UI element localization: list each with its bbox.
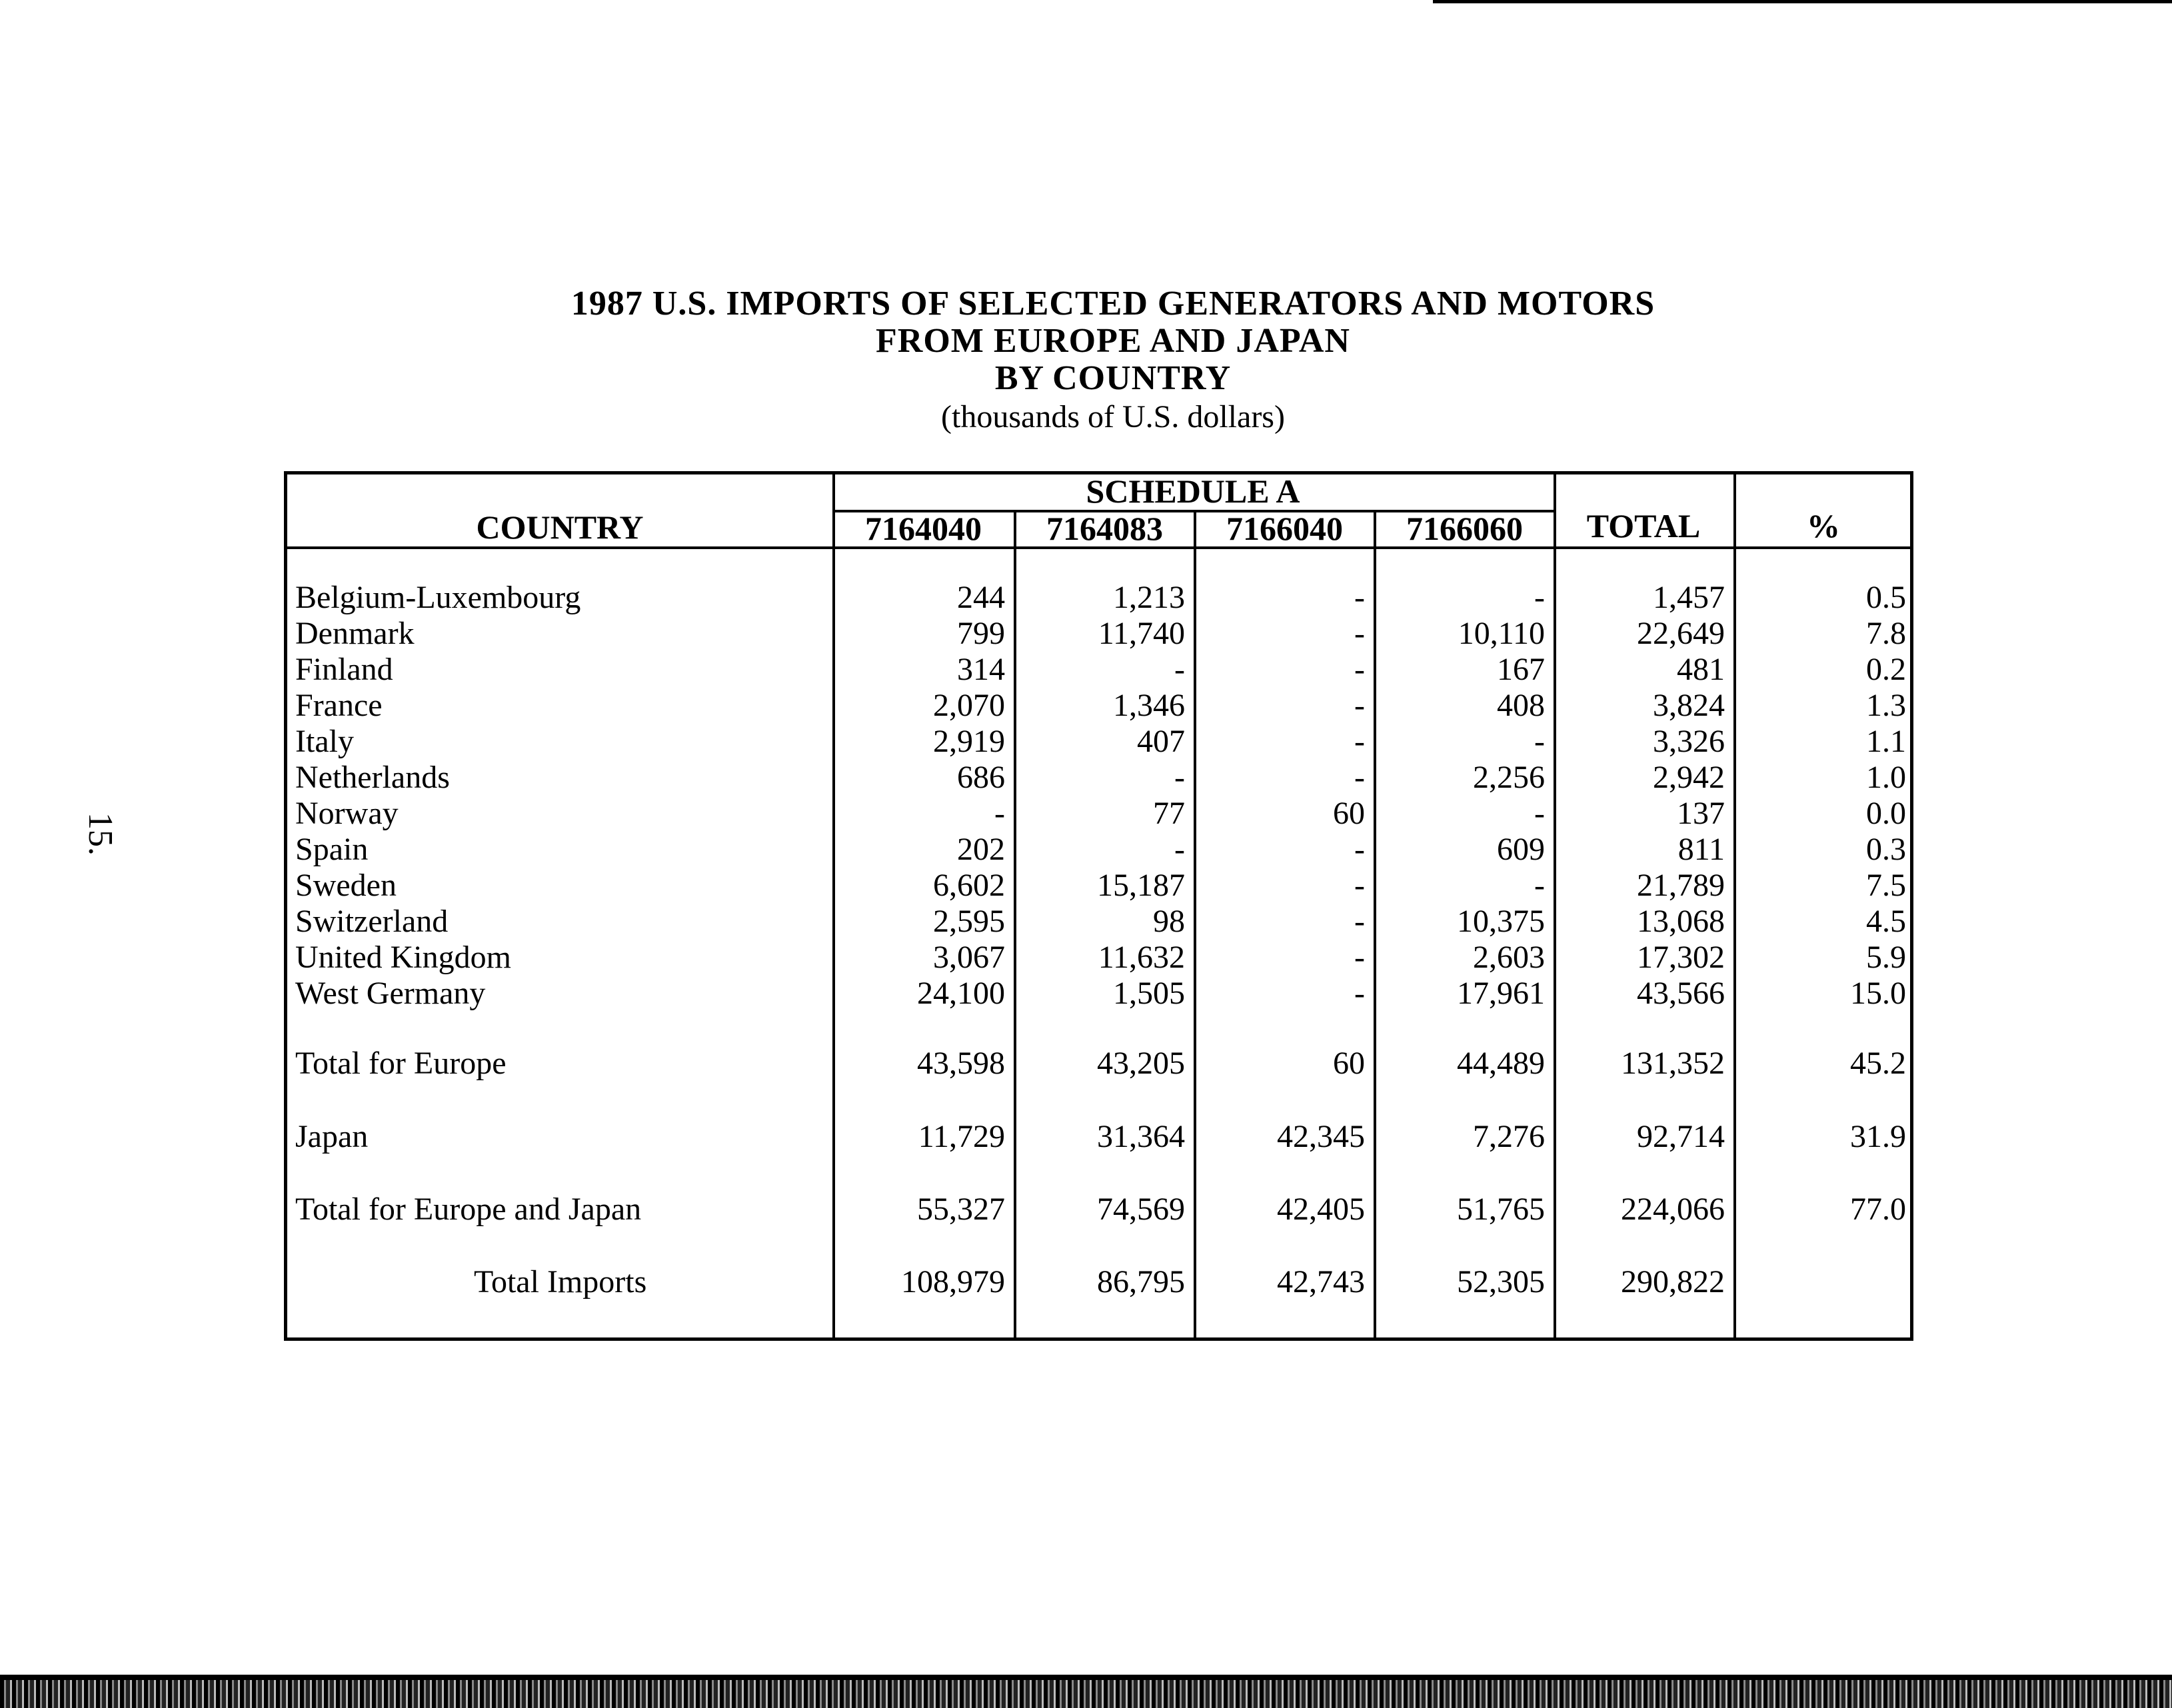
total-cell: 43,566: [1637, 976, 1725, 1011]
value-cell: 108,979: [901, 1264, 1005, 1299]
country-cell: Total Imports: [474, 1264, 647, 1299]
total-header: TOTAL: [1586, 507, 1701, 544]
percent-cell: 1.3: [1866, 688, 1906, 723]
value-cell: 2,603: [1473, 940, 1545, 975]
code-header: 7164083: [1046, 510, 1163, 547]
total-cell: 21,789: [1637, 868, 1725, 903]
value-cell: 2,070: [933, 688, 1005, 723]
value-cell: -: [1354, 904, 1365, 939]
percent-cell: 0.0: [1866, 796, 1906, 831]
percent-cell: 1.0: [1866, 760, 1906, 795]
code-header: 7166040: [1226, 510, 1343, 547]
code-header: 7164040: [865, 510, 982, 547]
value-cell: -: [1354, 652, 1365, 687]
total-cell: 92,714: [1637, 1119, 1725, 1154]
country-cell: Norway: [295, 796, 399, 831]
value-cell: 31,364: [1097, 1119, 1185, 1154]
value-cell: -: [1534, 796, 1545, 831]
table-row: [287, 723, 1910, 759]
total-cell: 3,824: [1653, 688, 1725, 723]
percent-cell: 0.2: [1866, 652, 1906, 687]
total-cell: 811: [1677, 832, 1725, 867]
value-cell: 15,187: [1097, 868, 1185, 903]
value-cell: -: [994, 796, 1005, 831]
value-cell: -: [1354, 940, 1365, 975]
value-cell: 42,405: [1277, 1192, 1365, 1227]
value-cell: -: [1174, 832, 1185, 867]
table-row: [287, 579, 1910, 615]
imports-table: [284, 471, 1913, 1341]
value-cell: 60: [1333, 796, 1365, 831]
value-cell: 55,327: [917, 1192, 1005, 1227]
value-cell: 11,729: [918, 1119, 1005, 1154]
value-cell: 52,305: [1457, 1264, 1545, 1299]
scan-edge-band: [0, 1680, 2172, 1708]
value-cell: 686: [957, 760, 1005, 795]
value-cell: 77: [1153, 796, 1185, 831]
value-cell: 1,346: [1113, 688, 1185, 723]
country-header: COUNTRY: [476, 508, 644, 546]
country-cell: France: [295, 688, 383, 723]
table-row: [287, 1264, 1910, 1299]
value-cell: -: [1534, 868, 1545, 903]
table-row: [287, 687, 1910, 723]
table-row: [287, 831, 1910, 867]
value-cell: -: [1174, 652, 1185, 687]
value-cell: -: [1354, 724, 1365, 759]
percent-cell: 31.9: [1850, 1119, 1906, 1154]
value-cell: 2,256: [1473, 760, 1545, 795]
value-cell: 408: [1497, 688, 1545, 723]
value-cell: 2,919: [933, 724, 1005, 759]
value-cell: 10,375: [1457, 904, 1545, 939]
value-cell: 799: [957, 616, 1005, 651]
value-cell: 10,110: [1458, 616, 1545, 651]
table-row: [287, 1045, 1910, 1081]
value-cell: -: [1174, 760, 1185, 795]
percent-cell: 45.2: [1850, 1046, 1906, 1081]
percent-cell: 5.9: [1866, 940, 1906, 975]
total-cell: 481: [1677, 652, 1725, 687]
value-cell: 244: [957, 580, 1005, 615]
value-cell: -: [1354, 868, 1365, 903]
percent-cell: 4.5: [1866, 904, 1906, 939]
value-cell: 24,100: [917, 976, 1005, 1011]
table-row: [287, 975, 1910, 1011]
title-line-2: FROM EUROPE AND JAPAN: [876, 322, 1350, 360]
value-cell: 74,569: [1097, 1192, 1185, 1227]
country-cell: Netherlands: [295, 760, 450, 795]
value-cell: 6,602: [933, 868, 1005, 903]
table-row: [287, 1118, 1910, 1154]
table-row: [287, 615, 1910, 651]
title-line-1: 1987 U.S. IMPORTS OF SELECTED GENERATORS AND MOTORS: [570, 285, 1655, 323]
value-cell: 98: [1153, 904, 1185, 939]
page-number: 15.: [81, 812, 119, 856]
value-cell: 407: [1137, 724, 1185, 759]
schedule-header: SCHEDULE A: [1086, 472, 1300, 510]
total-cell: 3,326: [1653, 724, 1725, 759]
country-cell: Total for Europe and Japan: [295, 1192, 642, 1227]
value-cell: 43,205: [1097, 1046, 1185, 1081]
country-cell: West Germany: [295, 976, 486, 1011]
value-cell: -: [1354, 616, 1365, 651]
value-cell: -: [1354, 832, 1365, 867]
percent-cell: 0.3: [1866, 832, 1906, 867]
value-cell: -: [1354, 976, 1365, 1011]
percent-cell: 0.5: [1866, 580, 1906, 615]
table-row: [287, 795, 1910, 831]
percent-cell: 77.0: [1850, 1192, 1906, 1227]
table-row: [287, 651, 1910, 687]
percent-header: %: [1807, 507, 1840, 544]
top-border-line: [1433, 0, 2172, 3]
value-cell: 11,740: [1098, 616, 1185, 651]
value-cell: 60: [1333, 1046, 1365, 1081]
total-cell: 13,068: [1637, 904, 1725, 939]
footer-line: [0, 1675, 2172, 1680]
percent-cell: 1.1: [1866, 724, 1906, 759]
value-cell: 1,213: [1113, 580, 1185, 615]
total-cell: 290,822: [1621, 1264, 1725, 1299]
country-cell: Japan: [295, 1119, 369, 1154]
title-line-3: BY COUNTRY: [994, 359, 1232, 397]
country-cell: United Kingdom: [295, 940, 511, 975]
country-cell: Italy: [295, 724, 354, 759]
country-cell: Spain: [295, 832, 369, 867]
value-cell: 3,067: [933, 940, 1005, 975]
value-cell: 202: [957, 832, 1005, 867]
total-cell: 1,457: [1653, 580, 1725, 615]
table-row: [287, 903, 1910, 939]
country-cell: Denmark: [295, 616, 415, 651]
value-cell: 2,595: [933, 904, 1005, 939]
value-cell: 43,598: [917, 1046, 1005, 1081]
value-cell: 42,743: [1277, 1264, 1365, 1299]
total-cell: 17,302: [1637, 940, 1725, 975]
percent-cell: 7.8: [1866, 616, 1906, 651]
country-cell: Belgium-Luxembourg: [295, 580, 581, 615]
value-cell: 42,345: [1277, 1119, 1365, 1154]
value-cell: 44,489: [1457, 1046, 1545, 1081]
percent-cell: 7.5: [1866, 868, 1906, 903]
value-cell: -: [1534, 580, 1545, 615]
document-title: [287, 285, 1939, 437]
title-units: (thousands of U.S. dollars): [941, 399, 1285, 434]
value-cell: 7,276: [1473, 1119, 1545, 1154]
table-row: [287, 867, 1910, 903]
country-cell: Sweden: [295, 868, 397, 903]
table-row: [287, 939, 1910, 975]
country-cell: Switzerland: [295, 904, 449, 939]
code-header: 7166060: [1406, 510, 1523, 547]
table-row: [287, 759, 1910, 795]
value-cell: 609: [1497, 832, 1545, 867]
total-cell: 131,352: [1621, 1046, 1725, 1081]
percent-cell: 15.0: [1850, 976, 1906, 1011]
table-row: [287, 1191, 1910, 1227]
total-cell: 2,942: [1653, 760, 1725, 795]
value-cell: 167: [1497, 652, 1545, 687]
value-cell: 1,505: [1113, 976, 1185, 1011]
value-cell: -: [1354, 760, 1365, 795]
value-cell: -: [1534, 724, 1545, 759]
country-cell: Total for Europe: [295, 1046, 507, 1081]
country-cell: Finland: [295, 652, 393, 687]
total-cell: 224,066: [1621, 1192, 1725, 1227]
value-cell: -: [1354, 580, 1365, 615]
value-cell: 11,632: [1098, 940, 1185, 975]
value-cell: 17,961: [1457, 976, 1545, 1011]
value-cell: 51,765: [1457, 1192, 1545, 1227]
value-cell: -: [1354, 688, 1365, 723]
value-cell: 86,795: [1097, 1264, 1185, 1299]
total-cell: 137: [1677, 796, 1725, 831]
total-cell: 22,649: [1637, 616, 1725, 651]
value-cell: 314: [957, 652, 1005, 687]
